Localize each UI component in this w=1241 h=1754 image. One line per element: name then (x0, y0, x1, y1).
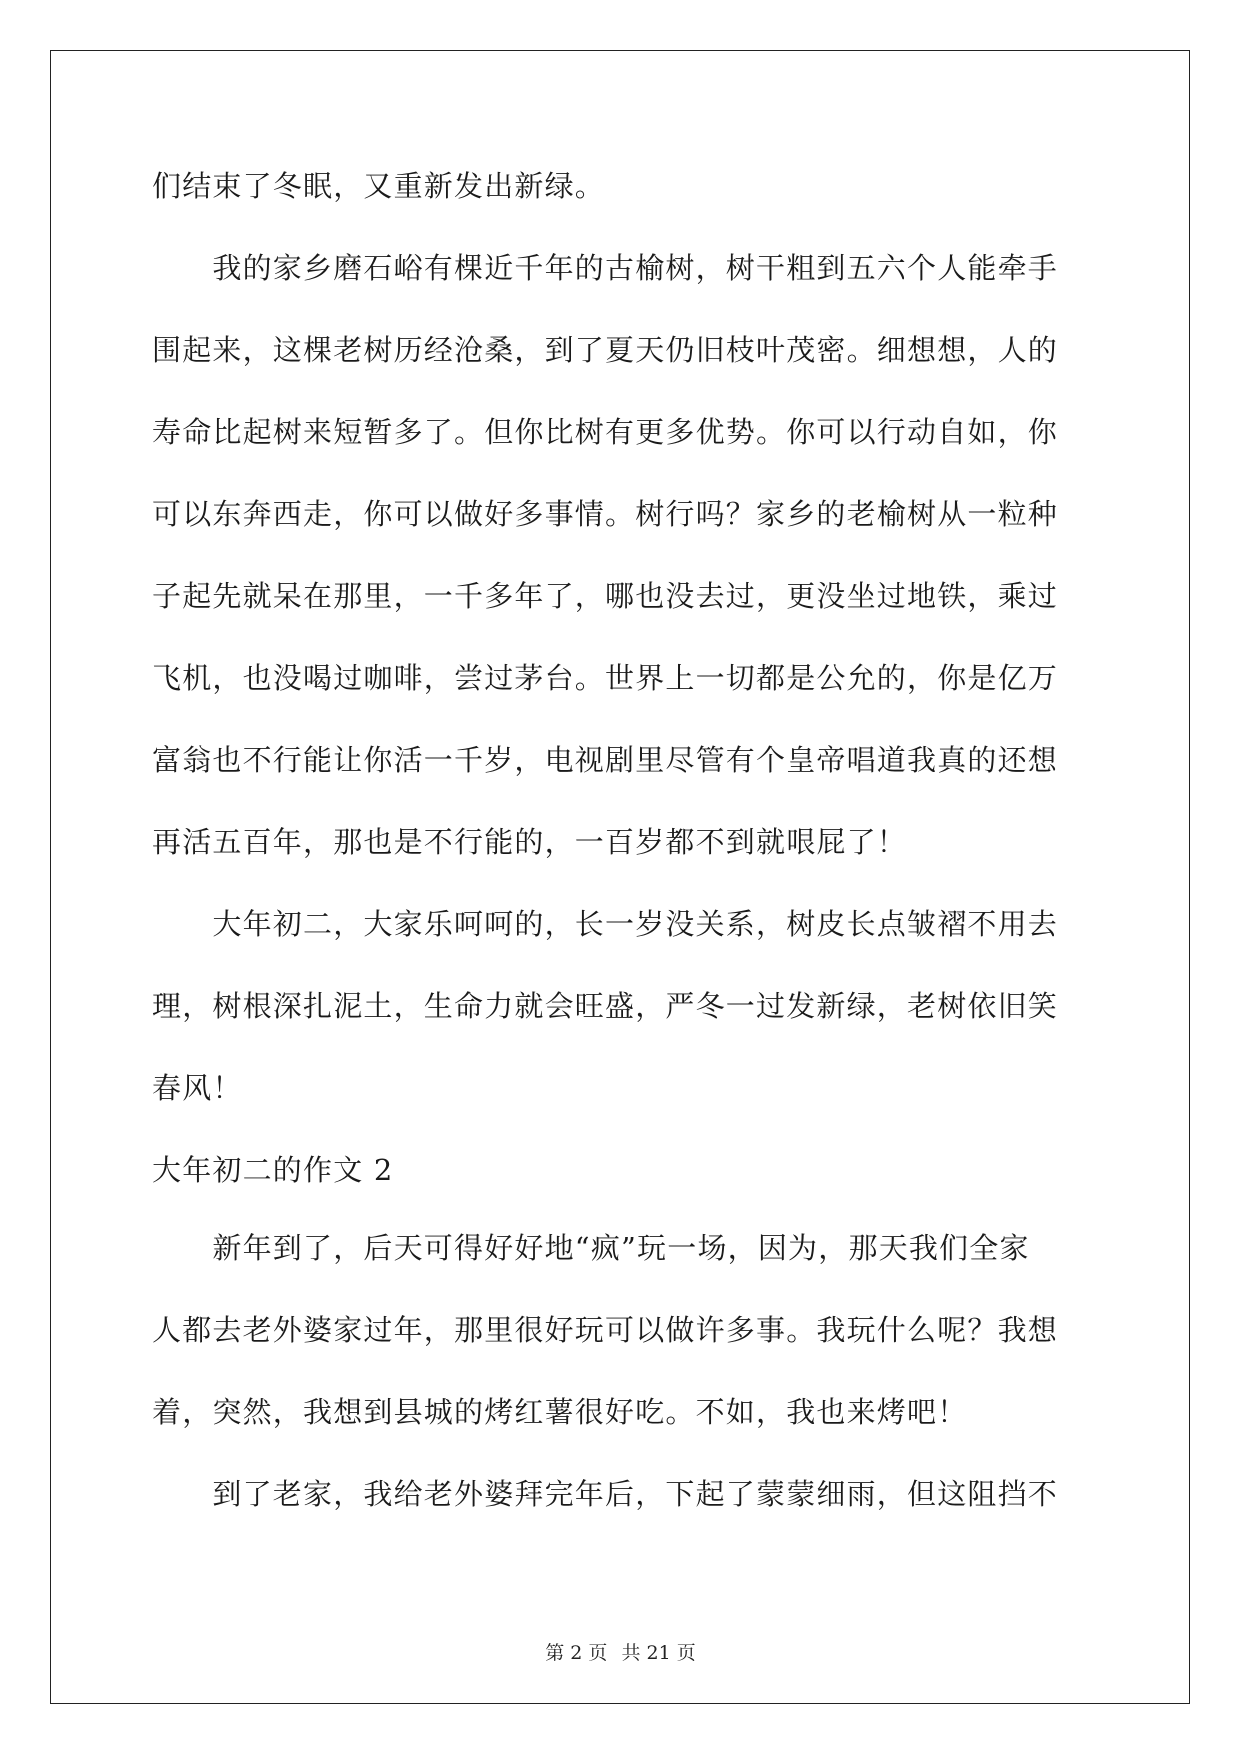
text-line: 理，树根深扎泥土，生命力就会旺盛，严冬一过发新绿，老树依旧笑 (152, 989, 1059, 1023)
text-line: 我的家乡磨石峪有棵近千年的古榆树，树干粗到五六个人能牵手 (152, 251, 1059, 285)
section-heading: 大年初二的作文 2 (152, 1153, 394, 1187)
text-line: 新年到了，后天可得好好地“疯”玩一场，因为，那天我们全家 (152, 1231, 1030, 1265)
text-line: 人都去老外婆家过年，那里很好玩可以做许多事。我玩什么呢？我想 (152, 1313, 1059, 1347)
text-line: 飞机，也没喝过咖啡，尝过茅台。世界上一切都是公允的，你是亿万 (152, 661, 1059, 695)
text-line: 可以东奔西走，你可以做好多事情。树行吗？家乡的老榆树从一粒种 (152, 497, 1059, 531)
text-line: 大年初二，大家乐呵呵的，长一岁没关系，树皮长点皱褶不用去 (152, 907, 1059, 941)
text-line: 春风！ (152, 1071, 243, 1105)
text-line: 们结束了冬眠，又重新发出新绿。 (152, 169, 606, 203)
text-line: 再活五百年，那也是不行能的，一百岁都不到就哏屁了！ (152, 825, 908, 859)
page-number: 第 2 页 (545, 1642, 608, 1664)
page-footer (0, 1638, 1241, 1665)
text-line: 寿命比起树来短暂多了。但你比树有更多优势。你可以行动自如，你 (152, 415, 1059, 449)
text-line: 到了老家，我给老外婆拜完年后，下起了蒙蒙细雨，但这阻挡不 (152, 1477, 1059, 1511)
document-body (152, 160, 1092, 1550)
total-pages: 共 21 页 (621, 1642, 696, 1664)
text-line: 围起来，这棵老树历经沧桑，到了夏天仍旧枝叶茂密。细想想，人的 (152, 333, 1059, 367)
text-line: 着，突然，我想到县城的烤红薯很好吃。不如，我也来烤吧！ (152, 1395, 968, 1429)
text-line: 富翁也不行能让你活一千岁，电视剧里尽管有个皇帝唱道我真的还想 (152, 743, 1059, 777)
text-line: 子起先就呆在那里，一千多年了，哪也没去过，更没坐过地铁，乘过 (152, 579, 1059, 613)
